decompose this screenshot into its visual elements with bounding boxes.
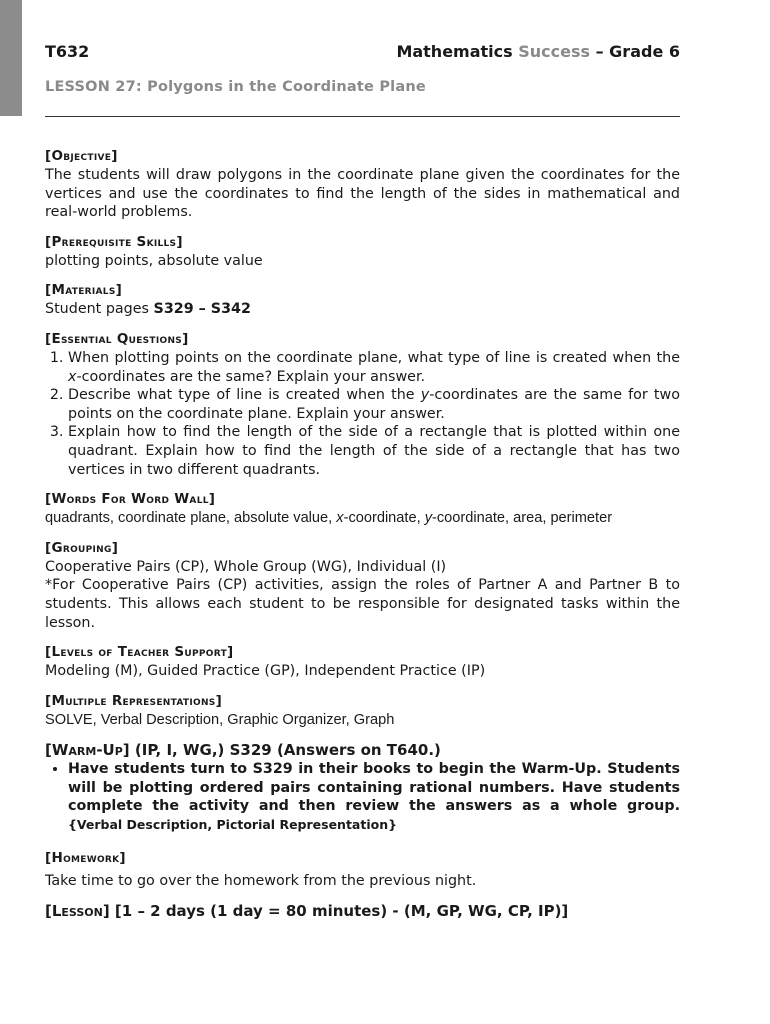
objective-heading: [Objective] <box>45 148 118 164</box>
essential-questions-heading: [Essential Questions] <box>45 330 189 347</box>
materials-text <box>45 300 680 319</box>
grouping-line-2: *For Cooperative Pairs (CP) activities, assign the roles of Partner A and Partner B to students. This allows each student to be responsible for designated tasks within the lesson. <box>45 577 680 631</box>
objective-text: The students will draw polygons in the coordinate plane given the coordinates for the vertices and use the coordinates to find the length of the sides in mathematical and real-world problems. <box>45 167 680 221</box>
word-wall-section <box>45 490 680 528</box>
dash: – <box>595 42 604 61</box>
homework-section <box>45 849 680 891</box>
side-tab-marker <box>0 0 22 116</box>
word-wall-text: quadrants, coordinate plane, absolute value, x-coordinate, y-coordinate, area, perimeter <box>45 510 613 527</box>
page-header <box>45 42 680 61</box>
grade: Grade 6 <box>609 42 680 61</box>
essential-question-1: 1. When plotting points on the coordinate plane, what type of line is created when the x-coordinates are the same? Explain your answer. <box>68 349 680 386</box>
representations-text: SOLVE, Verbal Description, Graphic Organizer, Graph <box>45 711 395 728</box>
lesson-heading: [Lesson] [1 – 2 days (1 day = 80 minutes) - (M, GP, WG, CP, IP)] <box>45 902 569 921</box>
warm-up-list <box>45 760 680 834</box>
representations-heading: [Multiple Representations] <box>45 692 223 709</box>
teacher-support-section <box>45 643 680 681</box>
essential-question-2: 2. Describe what type of line is created when the y-coordinates are the same for two points on the coordinate plane. Explain your answer. <box>68 386 680 423</box>
subject: Mathematics <box>396 42 513 61</box>
lesson-content <box>45 147 680 932</box>
warm-up-section <box>45 740 680 834</box>
warm-up-tag: {Verbal Description, Pictorial Representation} <box>68 817 398 833</box>
materials-pages: S329 – S342 <box>153 301 251 318</box>
program-name: Success <box>518 42 591 61</box>
lesson-section <box>45 901 680 921</box>
grouping-line-1: Cooperative Pairs (CP), Whole Group (WG), Individual (I) <box>45 558 447 575</box>
lesson-title: LESSON 27: Polygons in the Coordinate Plane <box>45 79 426 95</box>
prerequisite-heading: [Prerequisite Skills] <box>45 233 183 250</box>
header-divider <box>45 116 680 117</box>
grouping-heading: [Grouping] <box>45 539 119 556</box>
essential-questions-list <box>45 349 680 479</box>
materials-heading: [Materials] <box>45 282 123 299</box>
prerequisite-section <box>45 233 680 271</box>
word-wall-heading: [Words For Word Wall] <box>45 491 216 508</box>
objective-section <box>45 147 680 222</box>
materials-prefix: Student pages <box>45 301 154 318</box>
page-number: T632 <box>45 42 90 61</box>
teacher-support-text: Modeling (M), Guided Practice (GP), Independent Practice (IP) <box>45 663 486 680</box>
essential-questions-section <box>45 330 680 479</box>
essential-question-3: 3. Explain how to find the length of the side of a rectangle that is plotted within one quadrant. Explain how to find the length of the side of a rectangle that has two vertices in two different quadrants. <box>68 423 680 479</box>
teacher-support-heading: [Levels of Teacher Support] <box>45 644 234 661</box>
materials-section <box>45 281 680 319</box>
homework-text: Take time to go over the homework from the previous night. <box>45 872 477 889</box>
running-head <box>396 42 680 61</box>
warm-up-heading: [Warm-Up] (IP, I, WG,) S329 (Answers on T640.) <box>45 741 441 760</box>
prerequisite-text: plotting points, absolute value <box>45 252 263 269</box>
warm-up-bullet: • Have students turn to S329 in their books to begin the Warm-Up. Students will be plotting ordered pairs containing rational numbers. Have students complete the activity and then review the answers as a whole group. {Verbal Description, Pictorial Representation} <box>68 760 680 834</box>
homework-heading: [Homework] <box>45 849 126 866</box>
representations-section <box>45 692 680 730</box>
grouping-section <box>45 539 680 632</box>
